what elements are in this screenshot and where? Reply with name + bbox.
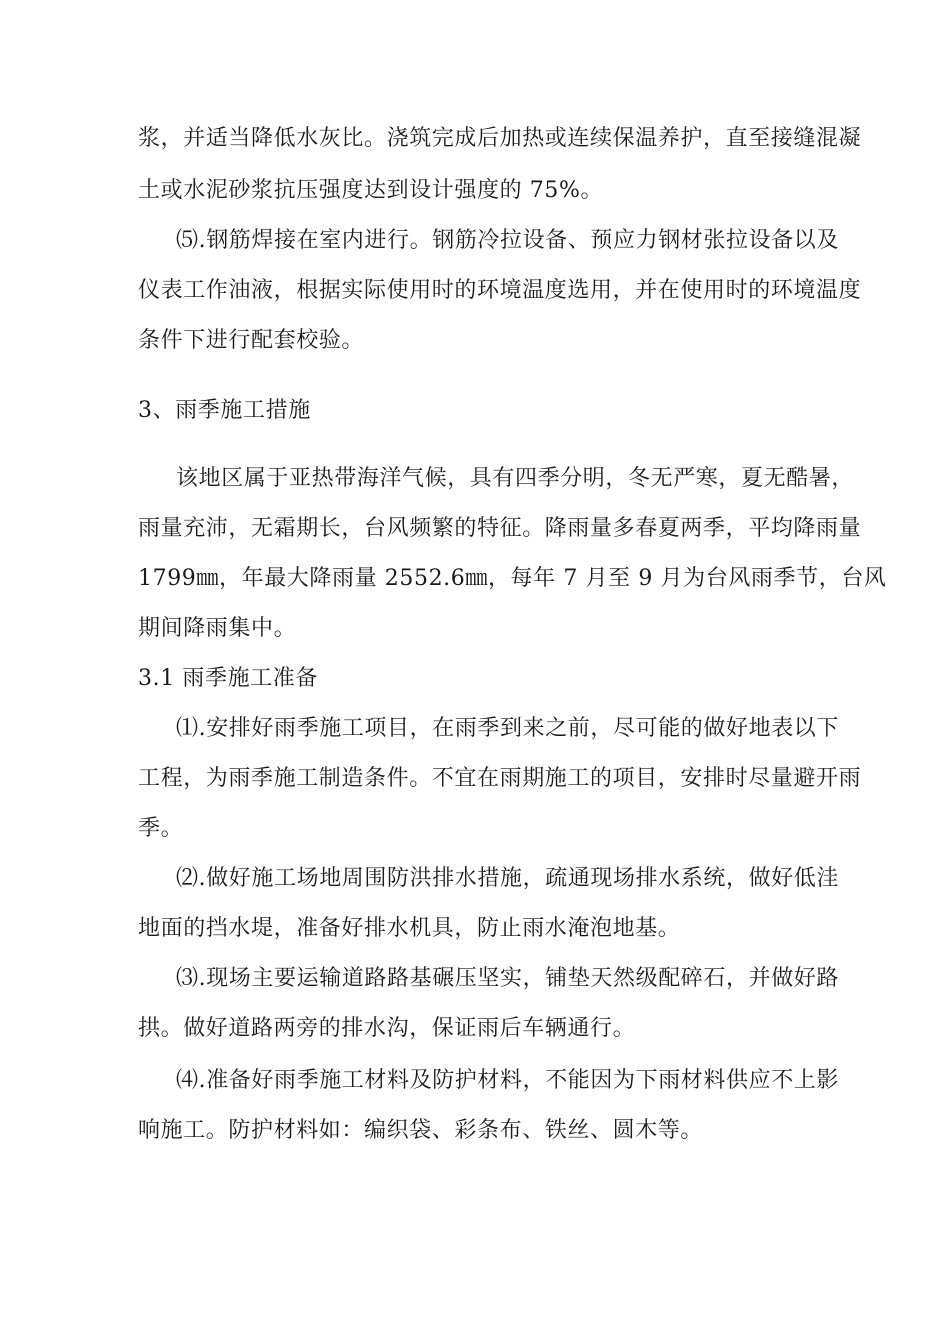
paragraph-line: 仪表工作油液，根据实际使用时的环境温度选用，并在使用时的环境温度 (138, 278, 862, 303)
paragraph-line: 响施工。防护材料如：编织袋、彩条布、铁丝、圆木等。 (138, 1118, 704, 1143)
section-3-1-heading: 3.1 雨季施工准备 (138, 666, 318, 691)
paragraph-line: 浆，并适当降低水灰比。浇筑完成后加热或连续保温养护，直至接缝混凝 (138, 126, 862, 151)
paragraph-line: ⑷.准备好雨季施工材料及防护材料，不能因为下雨材料供应不上影 (176, 1068, 839, 1093)
paragraph-line: 工程，为雨季施工制造条件。不宜在雨期施工的项目，安排时尽量避开雨 (138, 766, 862, 791)
paragraph-line: ⑶.现场主要运输道路路基碾压坚实，铺垫天然级配碎石，并做好路 (176, 966, 839, 991)
paragraph-line: 拱。做好道路两旁的排水沟，保证雨后车辆通行。 (138, 1016, 636, 1041)
paragraph-line: 期间降雨集中。 (138, 616, 297, 641)
paragraph-line: 地面的挡水堤，准备好排水机具，防止雨水淹泡地基。 (138, 916, 681, 941)
paragraph-line: 土或水泥砂浆抗压强度达到设计强度的 75%。 (138, 178, 604, 203)
paragraph-line: 条件下进行配套校验。 (138, 328, 365, 353)
paragraph-line: 季。 (138, 816, 184, 841)
paragraph-line: 雨量充沛，无霜期长，台风频繁的特征。降雨量多春夏两季，平均降雨量 (138, 516, 862, 541)
section-3-heading: 3、雨季施工措施 (138, 398, 311, 423)
paragraph-line: ⑴.安排好雨季施工项目，在雨季到来之前，尽可能的做好地表以下 (176, 716, 839, 741)
paragraph-line: 该地区属于亚热带海洋气候，具有四季分明，冬无严寒，夏无酷暑， (176, 466, 855, 491)
paragraph-line: ⑸.钢筋焊接在室内进行。钢筋冷拉设备、预应力钢材张拉设备以及 (176, 228, 839, 253)
paragraph-line: ⑵.做好施工场地周围防洪排水措施，疏通现场排水系统，做好低洼 (176, 866, 839, 891)
paragraph-line: 1799㎜，年最大降雨量 2552.6㎜，每年 7 月至 9 月为台风雨季节，台风 (138, 566, 887, 591)
